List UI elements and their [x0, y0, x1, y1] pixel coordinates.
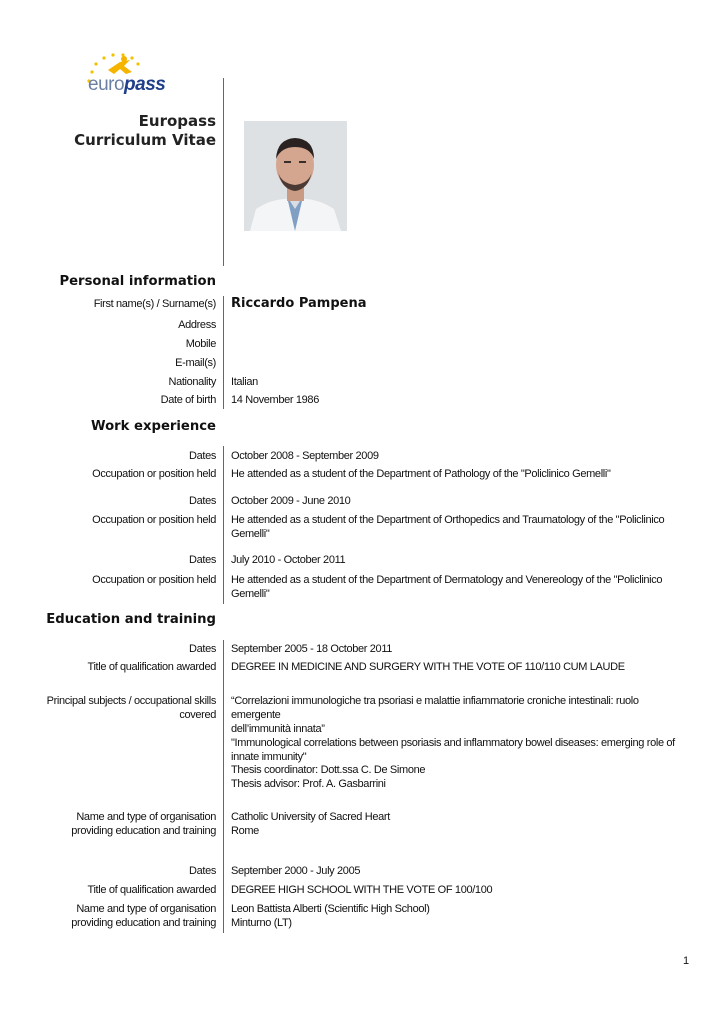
work-dates: July 2010 - October 2011 — [231, 554, 346, 566]
mobile-label: Mobile — [185, 338, 216, 350]
thesis-advisor: Thesis advisor: Prof. A. Gasbarrini — [231, 778, 386, 790]
address-label: Address — [178, 319, 216, 331]
org-value: Leon Battista Alberti (Scientific High School) Minturno (LT) — [231, 903, 430, 929]
dob-value: 14 November 1986 — [231, 394, 319, 406]
edu-dates-label: Dates — [189, 643, 216, 655]
nationality-label: Nationality — [168, 376, 216, 388]
education-heading: Education and training — [46, 612, 216, 627]
dob-label: Date of birth — [160, 394, 216, 406]
org-label: Name and type of organisation providing education and training — [71, 811, 216, 837]
work-dates-label: Dates — [189, 554, 216, 566]
cv-title-line1: Europass — [138, 112, 216, 130]
work-dates-label: Dates — [189, 495, 216, 507]
header-divider — [223, 78, 224, 266]
cv-title-line2: Curriculum Vitae — [74, 131, 216, 149]
work-dates-label: Dates — [189, 450, 216, 462]
work-occ: He attended as a student of the Department of Pathology of the "Policlinico Gemelli" — [231, 468, 611, 480]
name-label: First name(s) / Surname(s) — [93, 298, 216, 310]
work-dates: October 2009 - June 2010 — [231, 495, 351, 507]
work-divider — [223, 446, 224, 604]
subjects-label: Principal subjects / occupational skills covered — [46, 695, 216, 721]
edu-title: DEGREE HIGH SCHOOL WITH THE VOTE OF 100/100 — [231, 884, 493, 896]
work-dates: October 2008 - September 2009 — [231, 450, 379, 462]
work-occ-label: Occupation or position held — [92, 574, 216, 586]
work-occ-label: Occupation or position held — [92, 468, 216, 480]
work-occ: He attended as a student of the Department of Dermatology and Venereology of the "Policlinico Gemelli" — [231, 574, 663, 600]
org-value: Catholic University of Sacred Heart Rome — [231, 811, 390, 837]
org-label: Name and type of organisation providing education and training — [71, 903, 216, 929]
work-heading: Work experience — [91, 419, 216, 434]
thesis-coordinator: Thesis coordinator: Dott.ssa C. De Simone — [231, 764, 426, 776]
subjects-text: “Correlazioni immunologiche tra psoriasi e malattie infiammatorie croniche intestinali: ruolo emergente dell’immunità innata” "Immunological correlations between psoriasis and inflammatory bowel diseases: emerging role of innate immunity" — [231, 695, 675, 763]
full-name: Riccardo Pampena — [231, 296, 367, 311]
page-number: 1 — [683, 955, 690, 967]
edu-dates: September 2005 - 18 October 2011 — [231, 643, 393, 655]
email-label: E-mail(s) — [175, 357, 216, 369]
education-divider — [223, 640, 224, 933]
edu-title-label: Title of qualification awarded — [87, 661, 216, 673]
edu-title-label: Title of qualification awarded — [87, 884, 216, 896]
profile-photo — [244, 121, 347, 231]
edu-dates: September 2000 - July 2005 — [231, 865, 361, 877]
personal-divider — [223, 296, 224, 409]
europass-logo-text: europass — [88, 74, 166, 95]
work-occ-label: Occupation or position held — [92, 514, 216, 526]
personal-info-heading: Personal information — [59, 274, 216, 289]
edu-title: DEGREE IN MEDICINE AND SURGERY WITH THE VOTE OF 110/110 CUM LAUDE — [231, 661, 625, 673]
edu-dates-label: Dates — [189, 865, 216, 877]
work-occ: He attended as a student of the Department of Orthopedics and Traumatology of the "Policlinico Gemelli" — [231, 514, 665, 540]
nationality-value: Italian — [231, 376, 258, 388]
